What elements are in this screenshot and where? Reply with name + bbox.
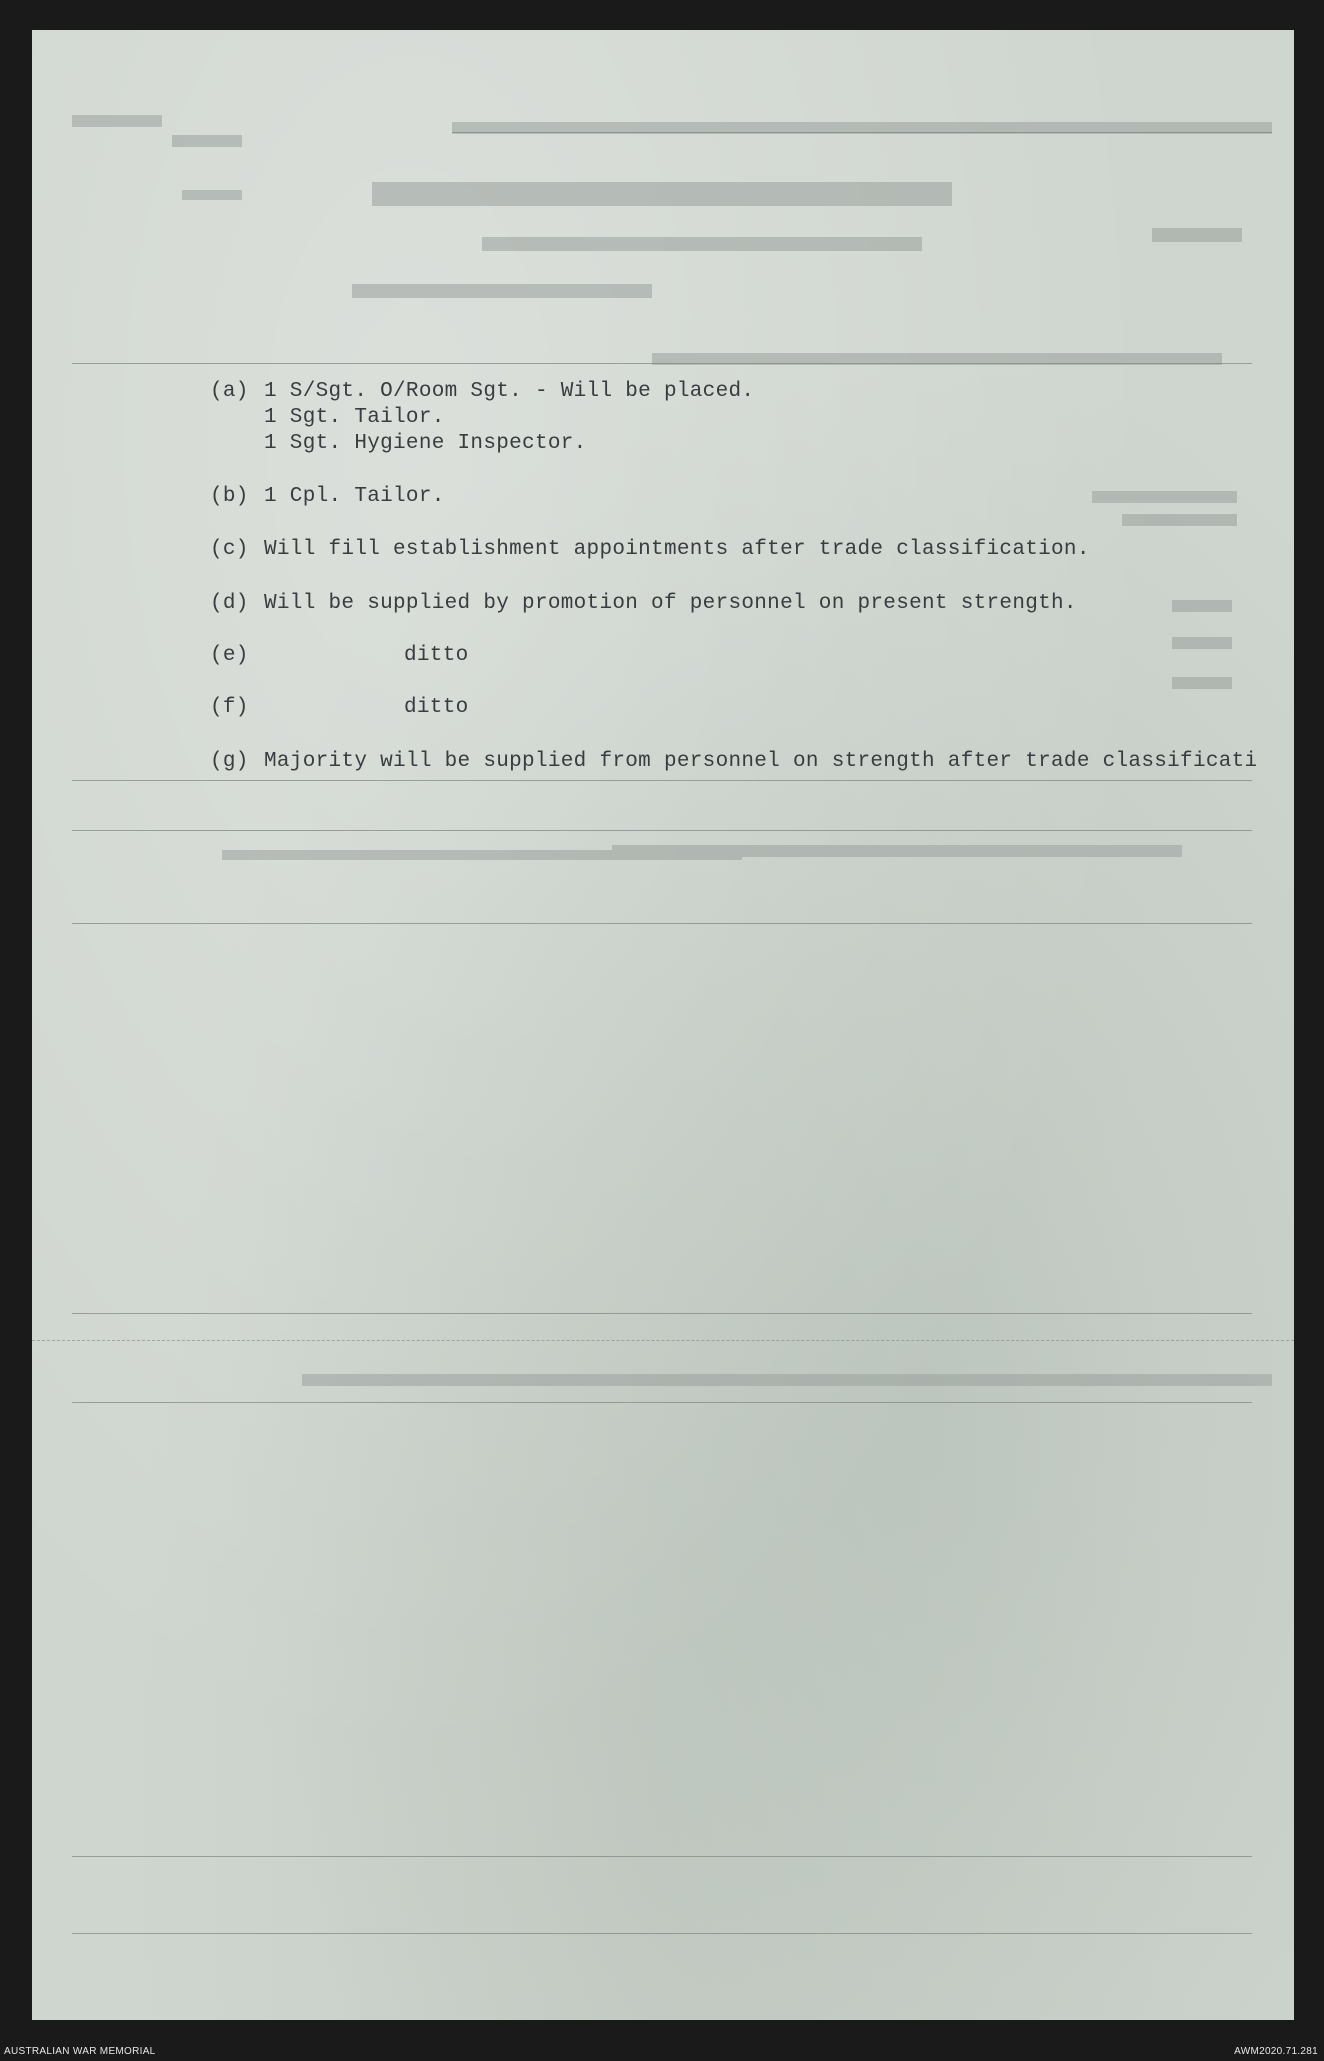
typed-line-c (210, 538, 1090, 561)
show-through-text (32, 30, 1294, 2020)
item-label: (c) (210, 538, 249, 561)
part-b-bottom-rule (72, 1313, 1252, 1314)
fold-line (32, 1340, 1294, 1341)
typed-line-d (210, 592, 1077, 615)
item-label: (d) (210, 592, 249, 615)
typed-line-e (210, 644, 469, 667)
typed-line-a (210, 380, 754, 403)
part-a-top-rule (72, 363, 1252, 364)
item-label: (g) (210, 750, 249, 773)
item-text: ditto (404, 696, 469, 719)
footer-credit: AUSTRALIAN WAR MEMORIAL (4, 2046, 156, 2057)
item-text: Majority will be supplied from personnel on strength after trade classificati (264, 750, 1258, 773)
footer-accession-number: AWM2020.71.281 (1234, 2046, 1318, 2057)
item-text: ditto (404, 644, 469, 667)
typed-line-b (210, 485, 445, 508)
item-text: 1 Sgt. Tailor. (264, 406, 445, 429)
typed-line-a3 (210, 432, 587, 455)
typed-line-a2 (210, 406, 445, 429)
item-text: Will be supplied by promotion of personnel on present strength. (264, 592, 1077, 615)
typed-line-f (210, 696, 469, 719)
totals-rule (72, 830, 1252, 831)
item-label: (a) (210, 380, 249, 403)
item-label: (e) (210, 644, 249, 667)
part-c-top-rule (72, 1402, 1252, 1403)
part-c-bottom-rule (72, 1856, 1252, 1857)
item-label: (f) (210, 696, 249, 719)
typed-line-g (210, 750, 1257, 773)
part-a-bottom-rule (72, 780, 1252, 781)
header-rule (452, 132, 1272, 133)
signature-rule (72, 1933, 1252, 1934)
item-text: Will fill establishment appointments after trade classification. (264, 538, 1090, 561)
item-text: 1 Cpl. Tailor. (264, 485, 445, 508)
item-text: 1 S/Sgt. O/Room Sgt. - Will be placed. (264, 380, 755, 403)
item-text: 1 Sgt. Hygiene Inspector. (264, 432, 587, 455)
document-page (32, 30, 1294, 2020)
item-label: (b) (210, 485, 249, 508)
part-b-top-rule (72, 923, 1252, 924)
